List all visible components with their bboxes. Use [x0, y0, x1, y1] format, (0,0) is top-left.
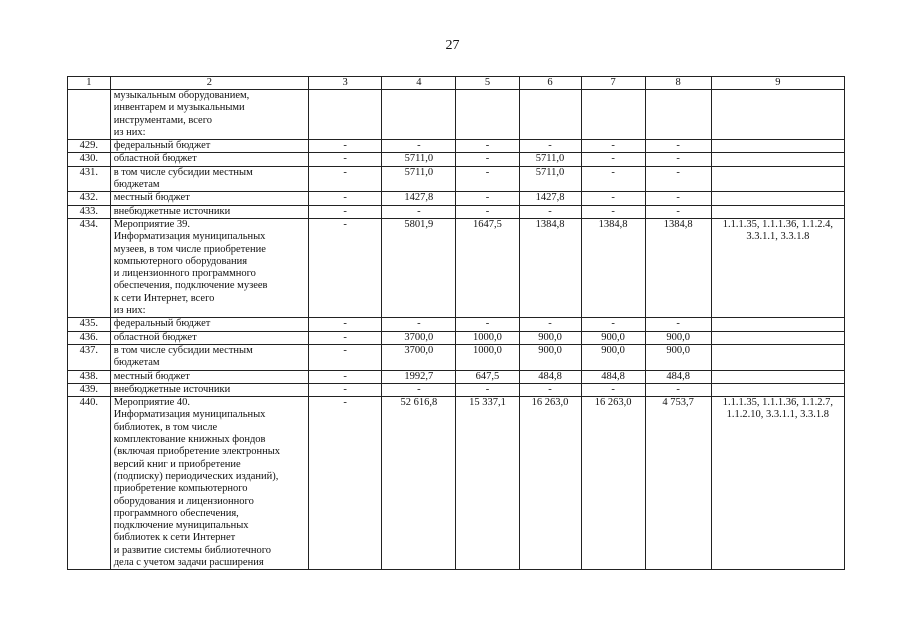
- cell-col-9: [711, 192, 844, 205]
- row-description: [110, 218, 308, 317]
- cell-col-8-line: 900,0: [666, 344, 690, 356]
- cell-col-9-line: [715, 332, 841, 344]
- row-number-line: 429.: [79, 140, 99, 152]
- cell-col-9-line: [715, 192, 841, 204]
- row-description-line: в том числе субсидии местным: [113, 344, 253, 356]
- cell-col-9: [711, 140, 844, 153]
- cell-col-7: [581, 166, 645, 192]
- cell-col-4: [382, 166, 456, 192]
- row-description: [110, 397, 308, 570]
- cell-col-8-line: -: [676, 153, 680, 165]
- row-number-line: 433.: [79, 205, 99, 217]
- cell-col-7: [581, 90, 645, 140]
- row-number-line: 438.: [79, 370, 99, 382]
- cell-col-6: [519, 344, 581, 370]
- cell-col-4: [382, 344, 456, 370]
- row-number: [68, 331, 111, 344]
- cell-col-4-line: 1992,7: [404, 370, 434, 382]
- cell-col-4: [382, 192, 456, 205]
- cell-col-8: [645, 370, 711, 383]
- cell-col-8-line: -: [676, 192, 680, 204]
- row-description-line: музыкальным оборудованием,: [113, 90, 250, 101]
- cell-col-9: [711, 153, 844, 166]
- row-number-line: 440.: [79, 397, 99, 409]
- cell-col-8-line: 484,8: [666, 370, 690, 382]
- row-number-line: 434.: [79, 218, 99, 230]
- table-row: [68, 397, 845, 570]
- cell-col-3: [309, 166, 382, 192]
- row-description-line: оборудования и лицензионного: [113, 495, 254, 507]
- cell-col-6-line: -: [548, 318, 552, 330]
- cell-col-5-line: 1000,0: [473, 331, 502, 343]
- cell-col-7-line: [585, 90, 642, 102]
- cell-col-5: [456, 90, 519, 140]
- cell-col-4-line: -: [417, 318, 421, 330]
- row-number: [68, 140, 111, 153]
- cell-col-5: [456, 331, 519, 344]
- cell-col-9-line: [715, 384, 841, 396]
- row-number-line: 430.: [79, 153, 99, 165]
- cell-col-6-line: 900,0: [538, 331, 562, 343]
- cell-col-6-line: 5711,0: [535, 166, 565, 178]
- table-row: [68, 192, 845, 205]
- cell-col-3: [309, 344, 382, 370]
- cell-col-3-line: -: [343, 370, 347, 382]
- cell-col-5-line: 1000,0: [473, 344, 502, 356]
- row-number: [68, 370, 111, 383]
- table-row: [68, 90, 845, 140]
- row-description-line: библиотек, в том числе: [113, 421, 218, 433]
- budget-table: [67, 76, 845, 570]
- row-description-line: областной бюджет: [113, 153, 197, 165]
- row-description-line: (включая приобретение электронных: [113, 446, 281, 458]
- cell-col-4-line: -: [417, 383, 421, 395]
- row-number-line: 435.: [79, 318, 99, 330]
- cell-col-9: [711, 166, 844, 192]
- cell-col-6-line: 5711,0: [535, 153, 565, 165]
- row-description-line: комплектование книжных фондов: [113, 434, 266, 446]
- cell-col-4: [382, 205, 456, 218]
- column-header-8: 8: [645, 77, 711, 90]
- cell-col-8: [645, 383, 711, 396]
- column-header-5: 5: [456, 77, 519, 90]
- cell-col-8-line: 900,0: [666, 331, 690, 343]
- cell-col-5-line: 15 337,1: [469, 397, 506, 409]
- cell-col-7: [581, 140, 645, 153]
- cell-col-6: [519, 153, 581, 166]
- cell-col-9-line: 1.1.2.10, 3.3.1.1, 3.3.1.8: [726, 409, 830, 421]
- cell-col-7-line: -: [611, 140, 615, 152]
- cell-col-9-line: [715, 167, 841, 179]
- cell-col-9: [711, 383, 844, 396]
- table-row: [68, 153, 845, 166]
- cell-col-8: [645, 205, 711, 218]
- cell-col-4-line: 52 616,8: [400, 397, 438, 409]
- cell-col-6-line: [523, 90, 578, 102]
- cell-col-6-line: 900,0: [538, 344, 562, 356]
- cell-col-6: [519, 318, 581, 331]
- column-header-2: 2: [110, 77, 308, 90]
- row-description-line: инвентарем и музыкальными: [113, 102, 245, 114]
- row-description-line: инструментами, всего: [113, 114, 212, 126]
- cell-col-7: [581, 192, 645, 205]
- cell-col-5: [456, 192, 519, 205]
- cell-col-5: [456, 166, 519, 192]
- row-description-line: обеспечения, подключение музеев: [113, 280, 268, 292]
- row-description: [110, 205, 308, 218]
- row-description: [110, 140, 308, 153]
- row-description: [110, 318, 308, 331]
- cell-col-5: [456, 344, 519, 370]
- cell-col-8-line: -: [676, 383, 680, 395]
- cell-col-7-line: -: [611, 205, 615, 217]
- cell-col-7: [581, 205, 645, 218]
- row-description: [110, 192, 308, 205]
- cell-col-5-line: -: [485, 318, 490, 330]
- cell-col-7: [581, 218, 645, 317]
- cell-col-3-line: [312, 90, 378, 102]
- table-row: [68, 218, 845, 317]
- column-header-6: 6: [519, 77, 581, 90]
- cell-col-5-line: 647,5: [475, 370, 500, 382]
- cell-col-9-line: [715, 345, 841, 357]
- cell-col-3-line: -: [343, 331, 347, 343]
- row-number: [68, 192, 111, 205]
- cell-col-4-line: 1427,8: [404, 192, 434, 204]
- row-description-line: и лицензионного программного: [113, 268, 256, 280]
- row-number: [68, 90, 111, 140]
- cell-col-4: [382, 370, 456, 383]
- cell-col-8-line: -: [676, 205, 680, 217]
- cell-col-6: [519, 370, 581, 383]
- cell-col-9-line: [715, 206, 841, 218]
- cell-col-6: [519, 397, 581, 570]
- cell-col-5: [456, 370, 519, 383]
- cell-col-7: [581, 331, 645, 344]
- row-number-line: 431.: [79, 166, 99, 178]
- cell-col-8: [645, 153, 711, 166]
- row-description-line: Мероприятие 39.: [113, 218, 190, 230]
- cell-col-8-line: 1384,8: [663, 218, 693, 230]
- cell-col-8-line: 4 753,7: [662, 397, 694, 409]
- cell-col-9: [711, 218, 844, 317]
- row-description-line: и развитие системы библиотечного: [113, 544, 272, 556]
- table-row: [68, 205, 845, 218]
- row-number: [68, 166, 111, 192]
- cell-col-6-line: 484,8: [538, 370, 562, 382]
- cell-col-4: [382, 318, 456, 331]
- cell-col-5-line: [459, 90, 515, 102]
- cell-col-3: [309, 153, 382, 166]
- cell-col-9: [711, 205, 844, 218]
- cell-col-4-line: 5801,9: [404, 218, 434, 230]
- row-description-line: подключение муниципальных: [113, 520, 249, 532]
- cell-col-4-line: 3700,0: [404, 344, 434, 356]
- row-number: [68, 318, 111, 331]
- cell-col-4: [382, 140, 456, 153]
- cell-col-9: [711, 331, 844, 344]
- header-row: [68, 77, 845, 90]
- row-number: [68, 153, 111, 166]
- cell-col-8: [645, 166, 711, 192]
- cell-col-3: [309, 205, 382, 218]
- cell-col-8: [645, 331, 711, 344]
- table-row: [68, 383, 845, 396]
- cell-col-7: [581, 383, 645, 396]
- cell-col-7: [581, 370, 645, 383]
- row-description-line: местный бюджет: [113, 370, 190, 382]
- cell-col-4: [382, 90, 456, 140]
- cell-col-9: [711, 344, 844, 370]
- cell-col-8: [645, 140, 711, 153]
- row-description-line: в том числе субсидии местным: [113, 166, 253, 178]
- row-description-line: Информатизация муниципальных: [113, 231, 266, 243]
- cell-col-6-line: -: [548, 383, 552, 395]
- cell-col-6: [519, 140, 581, 153]
- cell-col-8-line: -: [676, 166, 680, 178]
- row-description-line: из них:: [113, 305, 146, 317]
- cell-col-7-line: -: [611, 383, 615, 395]
- cell-col-3: [309, 140, 382, 153]
- cell-col-9-line: [715, 153, 841, 165]
- table-row: [68, 370, 845, 383]
- row-description: [110, 90, 308, 140]
- cell-col-9-line: [715, 140, 841, 152]
- row-description-line: внебюджетные источники: [113, 383, 231, 395]
- cell-col-9: [711, 90, 844, 140]
- cell-col-3-line: -: [343, 192, 347, 204]
- table-row: [68, 140, 845, 153]
- cell-col-9: [711, 318, 844, 331]
- row-description: [110, 344, 308, 370]
- cell-col-6-line: -: [548, 140, 552, 152]
- cell-col-6: [519, 383, 581, 396]
- row-number: [68, 397, 111, 570]
- cell-col-9-line: 1.1.1.35, 1.1.1.36, 1.1.2.7,: [722, 397, 833, 409]
- row-number-line: 432.: [79, 192, 99, 204]
- row-description-line: бюджетам: [113, 179, 160, 191]
- cell-col-6: [519, 205, 581, 218]
- row-description-line: компьютерного оборудования: [113, 255, 248, 267]
- cell-col-7: [581, 318, 645, 331]
- cell-col-6-line: 1384,8: [535, 218, 565, 230]
- cell-col-7-line: 900,0: [601, 331, 625, 343]
- cell-col-3-line: -: [343, 344, 347, 356]
- cell-col-8: [645, 344, 711, 370]
- row-description-line: Информатизация муниципальных: [113, 409, 266, 421]
- cell-col-3-line: -: [343, 205, 347, 217]
- cell-col-5: [456, 140, 519, 153]
- page-number: 27: [445, 38, 460, 53]
- cell-col-5: [456, 218, 519, 317]
- cell-col-3: [309, 318, 382, 331]
- row-description-line: приобретение компьютерного: [113, 483, 248, 495]
- column-header-3: 3: [309, 77, 382, 90]
- cell-col-4: [382, 218, 456, 317]
- cell-col-7-line: 1384,8: [598, 218, 628, 230]
- cell-col-5: [456, 397, 519, 570]
- row-description-line: бюджетам: [113, 357, 160, 369]
- cell-col-9-line: 3.3.1.1, 3.3.1.8: [746, 231, 810, 243]
- row-description-line: библиотек к сети Интернет: [113, 532, 236, 544]
- row-description-line: программного обеспечения,: [113, 507, 239, 519]
- cell-col-8: [645, 192, 711, 205]
- cell-col-9: [711, 397, 844, 570]
- row-description-line: областной бюджет: [113, 331, 197, 343]
- cell-col-4: [382, 331, 456, 344]
- cell-col-7-line: -: [611, 318, 615, 330]
- cell-col-6: [519, 166, 581, 192]
- cell-col-5-line: -: [485, 140, 490, 152]
- cell-col-7-line: -: [611, 166, 615, 178]
- cell-col-5-line: -: [485, 153, 490, 165]
- row-number-line: 439.: [79, 383, 99, 395]
- table-row: [68, 331, 845, 344]
- column-header-7: 7: [581, 77, 645, 90]
- cell-col-3: [309, 383, 382, 396]
- cell-col-7: [581, 153, 645, 166]
- cell-col-6: [519, 331, 581, 344]
- cell-col-9-line: [715, 371, 841, 383]
- row-description-line: федеральный бюджет: [113, 318, 211, 330]
- cell-col-8: [645, 397, 711, 570]
- table-row: [68, 318, 845, 331]
- cell-col-5: [456, 318, 519, 331]
- cell-col-3-line: -: [343, 166, 347, 178]
- cell-col-7-line: -: [611, 192, 615, 204]
- cell-col-3-line: -: [343, 140, 347, 152]
- row-number: [68, 218, 111, 317]
- cell-col-6-line: 1427,8: [535, 192, 565, 204]
- row-description: [110, 331, 308, 344]
- cell-col-5-line: -: [485, 192, 490, 204]
- cell-col-6: [519, 218, 581, 317]
- row-number: [68, 383, 111, 396]
- cell-col-3-line: -: [343, 153, 347, 165]
- cell-col-9-line: 1.1.1.35, 1.1.1.36, 1.1.2.4,: [722, 218, 833, 230]
- cell-col-3: [309, 90, 382, 140]
- cell-col-8: [645, 90, 711, 140]
- cell-col-5-line: -: [485, 205, 490, 217]
- cell-col-6-line: 16 263,0: [531, 397, 569, 409]
- cell-col-7-line: 900,0: [601, 344, 625, 356]
- column-header-9: 9: [711, 77, 844, 90]
- cell-col-3-line: -: [343, 397, 347, 409]
- cell-col-3: [309, 331, 382, 344]
- row-number-line: 436.: [79, 331, 99, 343]
- cell-col-4: [382, 153, 456, 166]
- cell-col-7: [581, 344, 645, 370]
- cell-col-8-line: -: [676, 140, 680, 152]
- cell-col-8-line: [649, 90, 708, 102]
- cell-col-4-line: -: [417, 140, 421, 152]
- cell-col-9-line: [715, 318, 841, 330]
- cell-col-8: [645, 318, 711, 331]
- row-description-line: (подписку) периодических изданий),: [113, 470, 279, 482]
- cell-col-8: [645, 218, 711, 317]
- cell-col-4: [382, 397, 456, 570]
- row-description: [110, 370, 308, 383]
- cell-col-9: [711, 370, 844, 383]
- cell-col-5: [456, 153, 519, 166]
- cell-col-4-line: 3700,0: [404, 331, 434, 343]
- cell-col-4-line: 5711,0: [404, 166, 434, 178]
- cell-col-4-line: [385, 90, 452, 102]
- row-number-line: [71, 90, 107, 102]
- row-description: [110, 166, 308, 192]
- cell-col-3: [309, 192, 382, 205]
- cell-col-7-line: 484,8: [601, 370, 625, 382]
- cell-col-3-line: -: [343, 383, 347, 395]
- column-header-4: 4: [382, 77, 456, 90]
- row-description-line: к сети Интернет, всего: [113, 292, 215, 304]
- row-description-line: дела с учетом задачи расширения: [113, 556, 264, 568]
- cell-col-3: [309, 397, 382, 570]
- row-description-line: музеев, в том числе приобретение: [113, 243, 266, 255]
- row-description-line: федеральный бюджет: [113, 140, 211, 152]
- row-description-line: Мероприятие 40.: [113, 397, 190, 409]
- cell-col-3: [309, 370, 382, 383]
- cell-col-7-line: -: [611, 153, 615, 165]
- cell-col-9-line: [715, 90, 841, 102]
- table-row: [68, 344, 845, 370]
- cell-col-8-line: -: [676, 318, 680, 330]
- cell-col-4-line: 5711,0: [404, 153, 434, 165]
- row-description-line: внебюджетные источники: [113, 205, 231, 217]
- row-number-line: 437.: [79, 344, 99, 356]
- cell-col-6-line: -: [548, 205, 552, 217]
- column-header-1: 1: [68, 77, 111, 90]
- row-description: [110, 153, 308, 166]
- cell-col-6: [519, 192, 581, 205]
- cell-col-3-line: -: [343, 218, 347, 230]
- cell-col-3-line: -: [343, 318, 347, 330]
- cell-col-5: [456, 205, 519, 218]
- cell-col-5-line: -: [485, 166, 490, 178]
- row-description: [110, 383, 308, 396]
- cell-col-6: [519, 90, 581, 140]
- cell-col-7-line: 16 263,0: [594, 397, 632, 409]
- cell-col-7: [581, 397, 645, 570]
- cell-col-5: [456, 383, 519, 396]
- row-number: [68, 205, 111, 218]
- cell-col-3: [309, 218, 382, 317]
- cell-col-4-line: -: [417, 205, 421, 217]
- row-description-line: местный бюджет: [113, 192, 190, 204]
- table-row: [68, 166, 845, 192]
- row-description-line: версий книг и приобретение: [113, 458, 241, 470]
- row-number: [68, 344, 111, 370]
- cell-col-5-line: 1647,5: [473, 218, 502, 230]
- cell-col-5-line: -: [485, 383, 490, 395]
- cell-col-4: [382, 383, 456, 396]
- row-description-line: из них:: [113, 126, 146, 138]
